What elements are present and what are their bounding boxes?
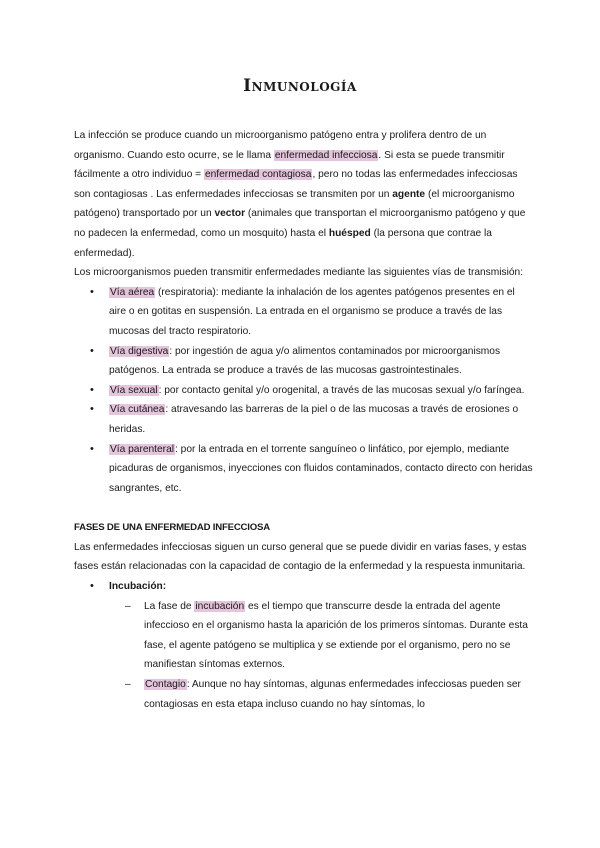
fases-list	[74, 577, 534, 714]
via-text: : por contacto genital y/o orogenital, a través de las mucosas sexual y/o faríngea.	[158, 384, 525, 396]
via-text: : por ingestión de agua y/o alimentos contaminados por microorganismos patógenos. La entrada se produce a través de las mucosas gastrointestinales.	[109, 345, 501, 377]
via-text: (respiratoria): mediante la inhalación de los agentes patógenos presentes en el aire o en gotitas en suspensión. La entrada en el organismo se produce a través de las mucosas del tracto respiratorio.	[109, 286, 515, 337]
list-item	[74, 400, 534, 439]
intro-paragraph	[74, 126, 534, 263]
list-item	[74, 342, 534, 381]
fases-intro: Las enfermedades infecciosas siguen un curso general que se puede dividir en varias fases, y estas fases están relacionadas con la capacidad de contagio de la enfermedad y la respuesta inmunitaria.	[74, 541, 527, 573]
highlight-enfermedad-contagiosa: enfermedad contagiosa	[204, 169, 312, 181]
via-text: : atravesando las barreras de la piel o de las mucosas a través de erosiones o heridas.	[109, 404, 519, 435]
page-title: Inmunología	[243, 76, 357, 96]
list-item	[109, 675, 534, 714]
list-item	[74, 283, 534, 342]
list-item	[74, 381, 534, 401]
highlight-enfermedad-infecciosa: enfermedad infecciosa	[274, 149, 378, 161]
intro-text: La infección se produce cuando un microorganismo patógeno entra y prolifera dentro de un organismo. Cuando esto ocurre, se le llama	[74, 130, 487, 161]
list-item	[74, 577, 534, 714]
document-body	[74, 126, 534, 714]
intro-text: . Si esta se puede transmitir fácilmente a otro individuo =	[74, 149, 505, 181]
intro-text: (el microorganismo patógeno) transportado por un	[74, 188, 515, 220]
list-item	[109, 597, 534, 675]
intro-text: , pero no todas las enfermedades infecciosas son contagiosas . Las enfermedades infecciosas se transmiten por un	[74, 169, 518, 200]
via-term: Vía aérea	[110, 286, 155, 298]
list-item	[74, 440, 534, 499]
term-agente: agente	[392, 188, 426, 200]
highlight-incubacion: incubación	[195, 600, 245, 612]
highlight-contagio: Contagio	[145, 679, 186, 691]
vias-intro: Los microorganismos pueden transmitir enfermedades mediante las siguientes vías de transmisión:	[74, 267, 524, 279]
section-heading-fases: FASES DE UNA ENFERMEDAD INFECCIOSA	[74, 522, 270, 534]
via-term: Vía digestiva	[110, 345, 169, 357]
sub-text: La fase de	[144, 600, 195, 612]
intro-text: (la persona que contrae la enfermedad).	[74, 227, 492, 259]
via-term: Vía cutánea	[110, 404, 165, 416]
vias-list	[74, 283, 534, 499]
term-vector: vector	[214, 208, 246, 220]
sub-text: es el tiempo que transcurre desde la entrada del agente infeccioso en el organismo hasta la aparición de los primeros síntomas. Durante esta fase, el agente patógeno se multiplica y se extiende por el organismo, pero no se manifiestan síntomas externos.	[144, 600, 528, 671]
intro-text: (animales que transportan el microorganismo patógeno y que no padecen la enfermedad, como un mosquito) hasta el	[74, 208, 526, 239]
via-term: Vía sexual	[110, 384, 158, 396]
sub-text: : Aunque no hay síntomas, algunas enfermedades infecciosas pueden ser contagiosas en esta etapa incluso cuando no hay síntomas, lo	[144, 679, 521, 710]
via-term: Vía parenteral	[110, 443, 174, 455]
via-text: : por la entrada en el torrente sanguíneo o linfático, por ejemplo, mediante picaduras de organismos, inyecciones con fluidos contaminados, contacto directo con heridas sangrantes, etc.	[109, 443, 533, 494]
term-huesped: huésped	[328, 227, 371, 239]
incubacion-sublist	[109, 597, 534, 715]
incubacion-label: Incubación:	[109, 581, 167, 593]
